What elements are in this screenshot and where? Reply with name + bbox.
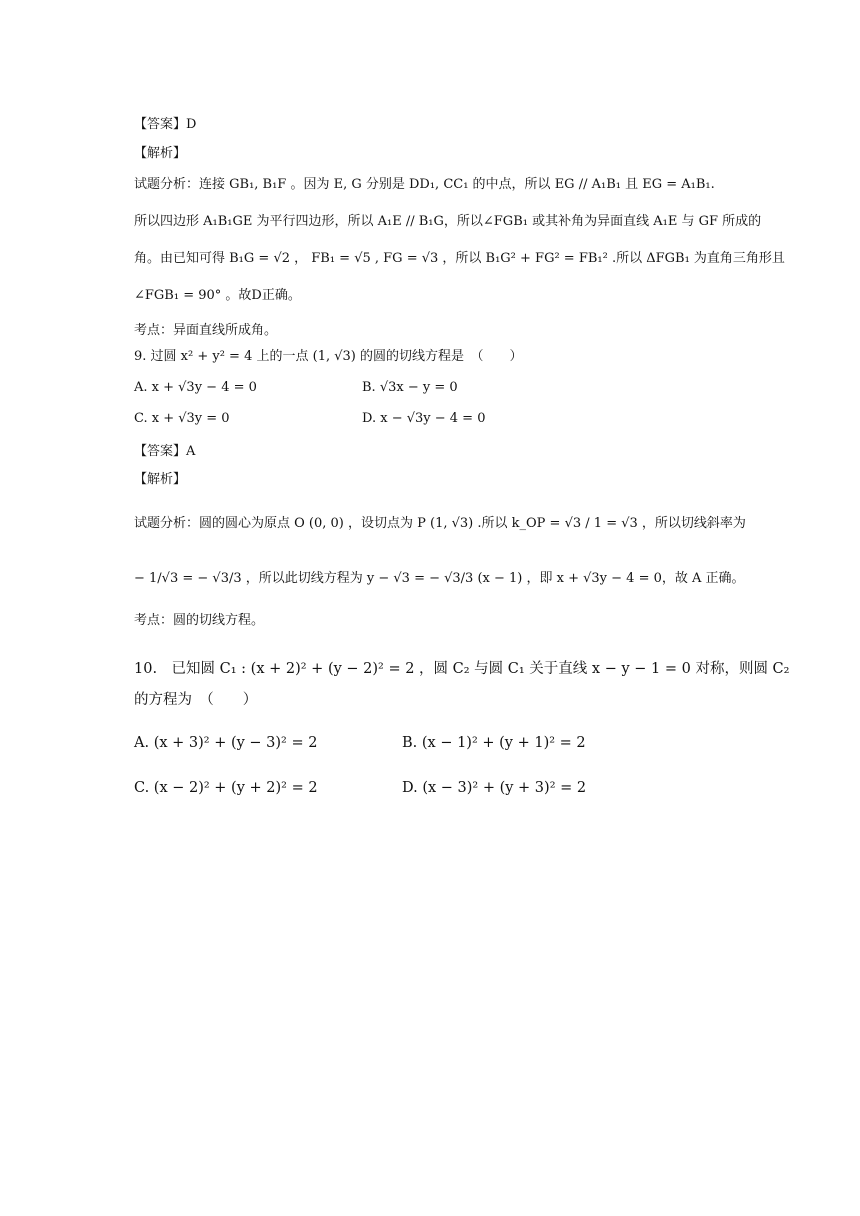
q10-option-c: C. (x − 2)² + (y + 2)² = 2 [134,780,318,796]
q9-option-b: B. √3x − y = 0 [362,380,458,395]
q8-analysis-line-1: 试题分析：连接 GB₁, B₁F 。因为 E, G 分别是 DD₁, CC₁ 的中点，所以 EG // A₁B₁ 且 EG = A₁B₁. [134,177,715,192]
q9-point: 考点：圆的切线方程。 [134,613,265,628]
q9-analysis-heading: 【解析】 [134,472,187,487]
q8-analysis-line-2: 所以四边形 A₁B₁GE 为平行四边形，所以 A₁E // B₁G，所以∠FGB₁ 或其补角为异面直线 A₁E 与 GF 所成的 [134,214,762,229]
q9-option-d: D. x − √3y − 4 = 0 [362,411,486,426]
q10-option-a: A. (x + 3)² + (y − 3)² = 2 [134,735,318,751]
q9-analysis-line-2: − 1/√3 = − √3/3 ，所以此切线方程为 y − √3 = − √3/3 (x − 1) ，即 x + √3y − 4 = 0，故 A 正确。 [134,571,745,586]
q9-option-c: C. x + √3y = 0 [134,411,230,426]
q9-question: 9. 过圆 x² + y² = 4 上的一点 (1, √3) 的圆的切线方程是 （ ） [134,349,523,364]
q10-option-d: D. (x − 3)² + (y + 3)² = 2 [402,780,587,796]
q9-analysis-line-1: 试题分析：圆的圆心为原点 O (0, 0) ，设切点为 P (1, √3) .所以 k_OP = √3 / 1 = √3 ，所以切线斜率为 [134,516,746,531]
q8-answer: 【答案】D [134,117,197,132]
q9-option-a: A. x + √3y − 4 = 0 [134,380,257,395]
q10-question-line-2: 的方程为 （ ） [134,692,258,708]
q8-analysis-line-4: ∠FGB₁ = 90° 。故D正确。 [134,288,301,303]
q8-analysis-heading: 【解析】 [134,146,187,161]
q8-point: 考点：异面直线所成角。 [134,323,278,338]
q10-option-b: B. (x − 1)² + (y + 1)² = 2 [402,735,586,751]
q8-analysis-line-3: 角。由已知可得 B₁G = √2 ， FB₁ = √5 , FG = √3 ，所以 B₁G² + FG² = FB₁² .所以 ΔFGB₁ 为直角三角形且 [134,251,785,266]
q10-question-line-1: 10. 已知圆 C₁ : (x + 2)² + (y − 2)² = 2 ，圆 C₂ 与圆 C₁ 关于直线 x − y − 1 = 0 对称，则圆 C₂ [134,661,790,677]
q9-answer: 【答案】A [134,444,196,459]
